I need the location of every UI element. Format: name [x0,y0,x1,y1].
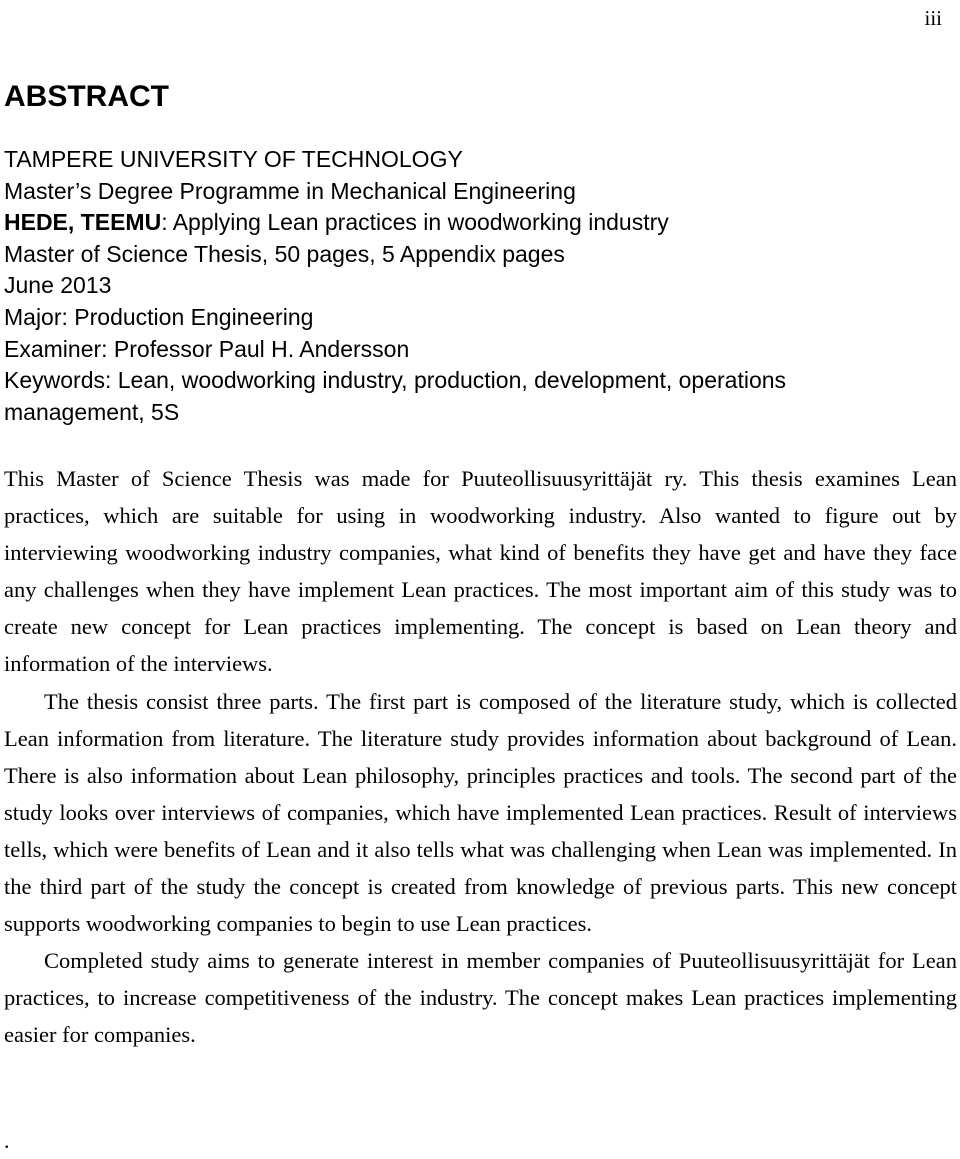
page-number: iii [924,6,942,30]
thesis-major: Major: Production Engineering [4,303,314,330]
thesis-title: : Applying Lean practices in woodworking industry [161,209,669,236]
thesis-examiner: Examiner: Professor Paul H. Andersson [4,335,410,362]
author-name: HEDE, TEEMU [4,209,162,236]
author-and-title [4,207,954,239]
abstract-paragraph-1: This Master of Science Thesis was made for Puuteollisuusyrittäjät ry. This thesis examines Lean practices, which are suitable for using in woodworking industry. Also wanted to figure out by interviewing woodworking industry companies, what kind of benefits they have get and have they face any challenges when they have implement Lean practices. The most important aim of this study was to create new concept for Lean practices implementing. The concept is based on Lean theory and information of the interviews. [4,466,957,677]
abstract-paragraph-2: The thesis consist three parts. The first part is composed of the literature study, which is collected Lean information from literature. The literature study provides information about background of Lean. There is also information about Lean philosophy, principles practices and tools. The second part of the study looks over interviews of companies, which have implemented Lean practices. Result of interviews tells, which were benefits of Lean and it also tells what was challenging when Lean was implemented. In the third part of the study the concept is created from knowledge of previous parts. This new concept supports woodworking companies to begin to use Lean practices. [4,688,957,937]
degree-programme: Master’s Degree Programme in Mechanical Engineering [4,177,576,204]
trailing-period: . [4,1128,10,1153]
thesis-date: June 2013 [4,272,112,299]
abstract-body [4,460,957,1054]
university-name: TAMPERE UNIVERSITY OF TECHNOLOGY [4,146,463,172]
abstract-heading: ABSTRACT [4,80,169,113]
thesis-metadata [4,144,954,428]
abstract-paragraph-3: Completed study aims to generate interest in member companies of Puuteollisuusyrittäjät for Lean practices, to increase competitiveness of the industry. The concept makes Lean practices implementing easier for companies. [4,948,957,1048]
thesis-info: Master of Science Thesis, 50 pages, 5 Appendix pages [4,240,565,267]
keywords-line-1: Keywords: Lean, woodworking industry, production, development, operations [4,367,787,394]
keywords-line-2: management, 5S [4,398,180,425]
